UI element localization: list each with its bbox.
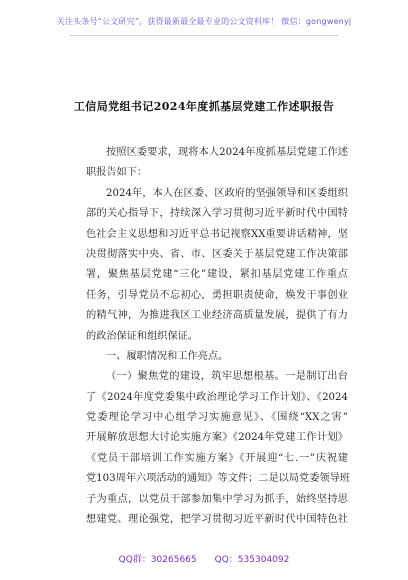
paragraph-line: 党委理论学习中心组学习实施意见》、《围绕“XX之害” (86, 412, 348, 424)
paragraph-line: 了《2024年度党委集中政治理论学习工作计划》、《2024 (86, 391, 348, 403)
paragraph-line: 署，聚焦基层党建“三化”建设，紧扣基层党建工作重点 (86, 269, 348, 281)
section-heading: 一、履职情况和工作亮点。 (106, 350, 229, 362)
paragraph-line: 色社会主义思想和习近平总书记视察XX重要讲话精神，坚 (86, 228, 348, 240)
paragraph-line: 职报告如下： (86, 167, 148, 179)
paragraph-line: 子为重点，以党员干部参加集中学习为抓手，始终坚持思 (86, 493, 348, 505)
paragraph-line: 党103周年六项活动的通知》等文件；二是以局党委领导班 (86, 473, 350, 485)
footer-qq-group: QQ群：30265665 (118, 555, 197, 565)
paragraph-line: 的精气神，为推进我区工业经济高质量发展，提供了有力 (86, 310, 348, 322)
footer-contact (0, 552, 408, 565)
paragraph-line: （一）聚焦党的建设，筑牢思想根基。一是制订出台 (106, 371, 348, 383)
paragraph-line: 2024年，本人在区委、区政府的坚强领导和区委组织 (106, 187, 348, 199)
header-banner: 关注头条号“公文研究”，获得最新最全最专业的公文资料库！ 微信：gongwenyj (56, 17, 352, 26)
header-divider (70, 35, 338, 36)
footer-qq-number: QQ：535304092 (214, 555, 290, 565)
paragraph-line: 部的关心指导下，持续深入学习贯彻习近平新时代中国特 (86, 208, 348, 220)
paragraph-line: 决贯彻落实中央、省、市、区委关于基层党建工作决策部 (86, 248, 348, 260)
document-title: 工信局党组书记2024年度抓基层党建工作述职报告 (73, 100, 335, 113)
paragraph-line: 任务，引导党员不忘初心，勇担职责使命，焕发干事创业 (86, 289, 348, 301)
paragraph-line: 想建党、理论强党，把学习贯彻习近平新时代中国特色社 (86, 514, 348, 526)
paragraph-line: 按照区委要求，现将本人2024年度抓基层党建工作述 (106, 147, 348, 158)
paragraph-line: 《党员干部培训工作实施方案》《开展迎“七.一”庆祝建 (86, 452, 348, 464)
paragraph-line: 开展解放思想大讨论实施方案》《2024年党建工作计划》 (86, 432, 348, 444)
document-body (86, 143, 348, 530)
paragraph-line: 的政治保证和组织保证。 (86, 330, 199, 342)
